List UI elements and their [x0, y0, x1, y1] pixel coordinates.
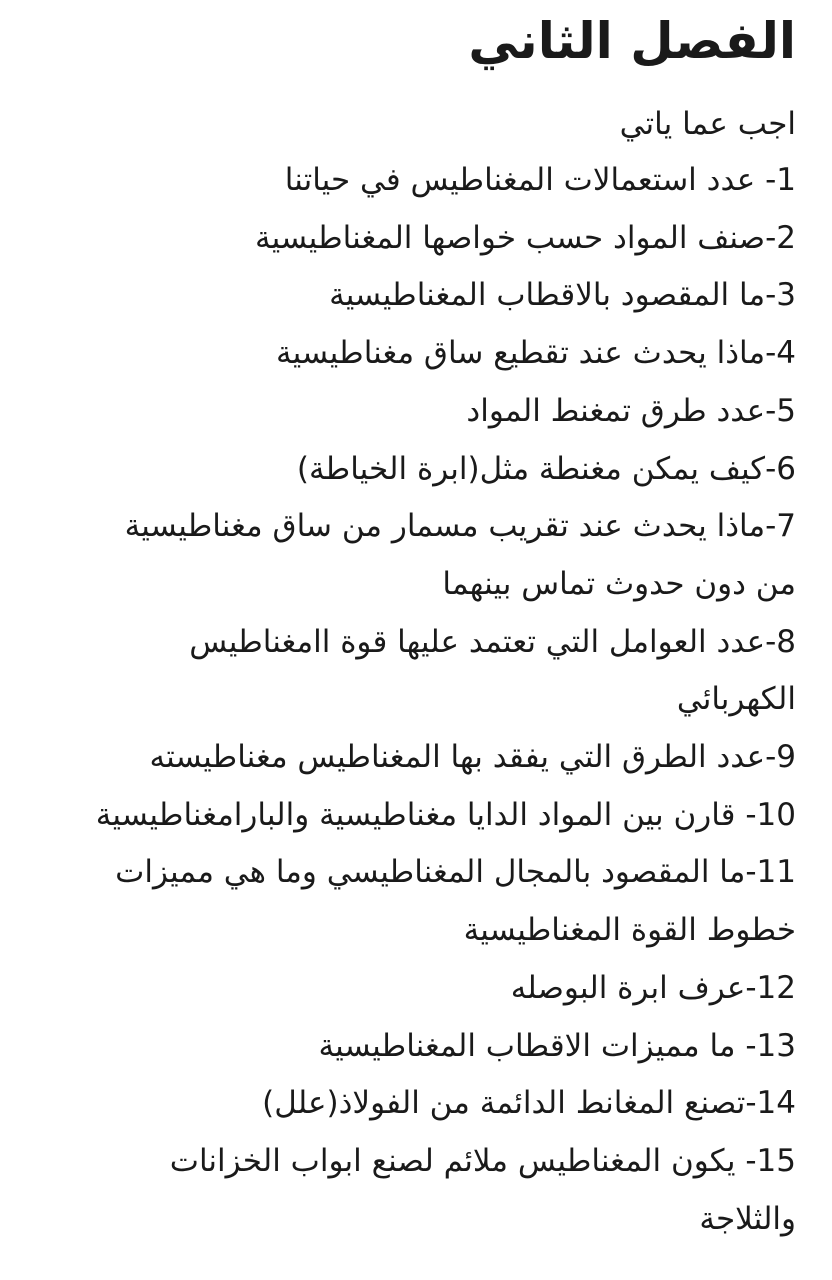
question-line: 15- يكون المغناطيس ملائم لصنع ابواب الخزانات [169, 1142, 796, 1179]
instruction-text: اجب عما ياتي [619, 106, 796, 142]
question-line: 13- ما مميزات الاقطاب المغناطيسية [318, 1027, 796, 1064]
question-line: خطوط القوة المغناطيسية [463, 912, 796, 949]
question-line: 2-صنف المواد حسب خواصها المغناطيسية [254, 219, 796, 256]
question-line: 8-عدد العوامل التي تعتمد عليها قوة اامغناطيس [189, 623, 796, 660]
chapter-title: الفصل الثاني [468, 12, 796, 70]
question-line: 4-ماذا يحدث عند تقطيع ساق مغناطيسية [276, 335, 796, 372]
question-line: 12-عرف ابرة البوصله [510, 969, 796, 1006]
question-line: 14-تصنع المغانط الدائمة من الفولاذ(علل) [262, 1085, 796, 1122]
question-line: الكهربائي [676, 681, 796, 718]
question-line: والثلاجة [699, 1200, 796, 1237]
question-line: 1- عدد استعمالات المغناطيس في حياتنا [284, 162, 796, 198]
question-line: 9-عدد الطرق التي يفقد بها المغناطيس مغناطيسته [149, 739, 796, 776]
question-line: 11-ما المقصود بالمجال المغناطيسي وما هي مميزات [115, 854, 796, 891]
question-line: 5-عدد طرق تمغنط المواد [466, 392, 796, 429]
question-line: من دون حدوث تماس بينهما [442, 565, 796, 602]
question-line: 10- قارن بين المواد الدايا مغناطيسية والبارامغناطيسية [95, 796, 796, 833]
questions-list [36, 152, 796, 1248]
question-line: 7-ماذا يحدث عند تقريب مسمار من ساق مغناطيسية [124, 508, 796, 545]
question-line: 3-ما المقصود بالاقطاب المغناطيسية [329, 277, 796, 314]
question-line: 6-كيف يمكن مغنطة مثل(ابرة الخياطة) [296, 450, 796, 487]
